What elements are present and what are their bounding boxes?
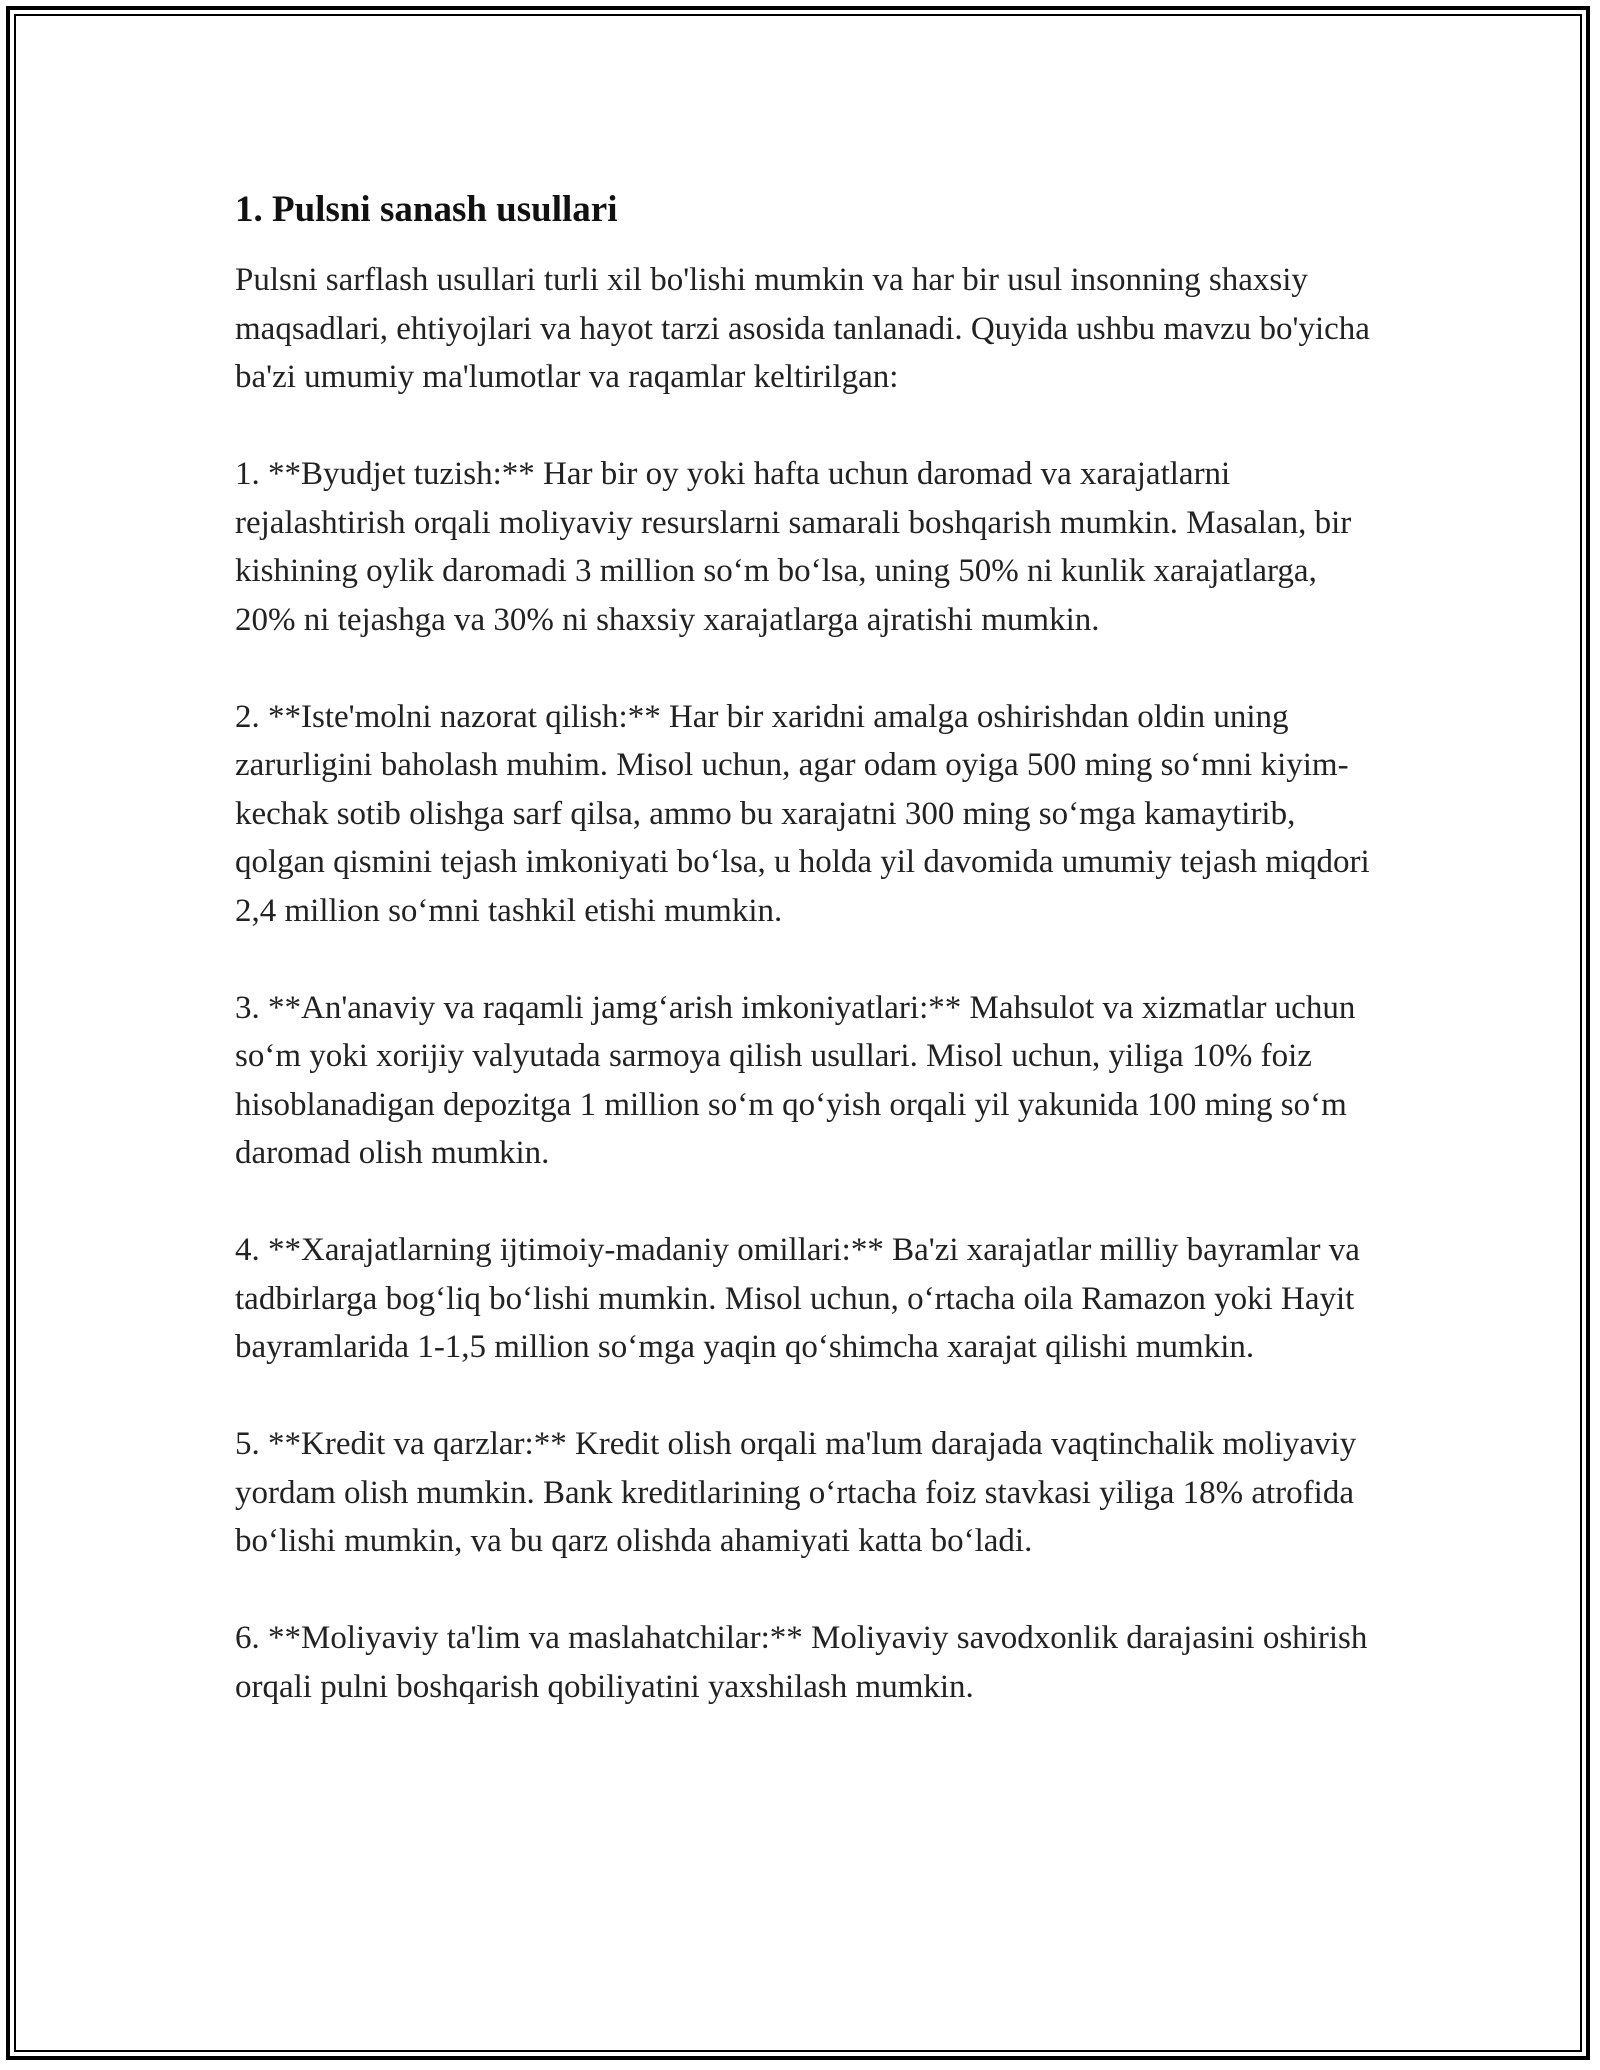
paragraph-consumption-control: 2. **Iste'molni nazorat qilish:** Har bir xaridni amalga oshirishdan oldin uning zarurligini baholash muhim. Misol uchun, agar odam oyiga 500 ming so‘mni kiyim-kechak sotib olishga sarf qilsa, ammo bu xarajatni 300 ming so‘mga kamaytirib, qolgan qismini tejash imkoniyati bo‘lsa, u holda yil davomida umumiy tejash miqdori 2,4 million so‘mni tashkil etishi mumkin. — [235, 698, 1370, 929]
paragraph-credit-loans: 5. **Kredit va qarzlar:** Kredit olish orqali ma'lum darajada vaqtinchalik moliyaviy yordam olish mumkin. Bank kreditlarining o‘rtacha foiz stavkasi yiliga 18% atrofida bo‘lishi mumkin, va bu qarz olishda ahamiyati katta bo‘ladi. — [235, 1426, 1357, 1559]
document-body — [235, 186, 1370, 1760]
intro-paragraph: Pulsni sarflash usullari turli xil bo'lishi mumkin va har bir usul insonning shaxsiy maqsadlari, ehtiyojlari va hayot tarzi asosida tanlanadi. Quyida ushbu mavzu bo'yicha ba'zi umumiy ma'lumotlar va raqamlar keltirilgan: — [235, 262, 1370, 395]
paragraph-savings-options: 3. **An'anaviy va raqamli jamg‘arish imkoniyatlari:** Mahsulot va xizmatlar uchun so‘m yoki xorijiy valyutada sarmoya qilish usullari. Misol uchun, yiliga 10% foiz hisoblanadigan depozitga 1 million so‘m qo‘yish orqali yil yakunida 100 ming so‘m daromad olish mumkin. — [235, 989, 1356, 1171]
section-heading: 1. Pulsni sanash usullari — [235, 189, 618, 230]
paragraph-budgeting: 1. **Byudjet tuzish:** Har bir oy yoki hafta uchun daromad va xarajatlarni rejalashtirish orqali moliyaviy resurslarni samarali boshqarish mumkin. Masalan, bir kishining oylik daromadi 3 million so‘m bo‘lsa, uning 50% ni kunlik xarajatlarga, 20% ni tejashga va 30% ni shaxsiy xarajatlarga ajratishi mumkin. — [235, 456, 1352, 638]
paragraph-sociocultural-factors: 4. **Xarajatlarning ijtimoiy-madaniy omillari:** Ba'zi xarajatlar milliy bayramlar va tadbirlarga bog‘liq bo‘lishi mumkin. Misol uchun, o‘rtacha oila Ramazon yoki Hayit bayramlarida 1-1,5 million so‘mga yaqin qo‘shimcha xarajat qilishi mumkin. — [235, 1232, 1360, 1365]
paragraph-financial-education: 6. **Moliyaviy ta'lim va maslahatchilar:** Moliyaviy savodxonlik darajasini oshirish orqali pulni boshqarish qobiliyatini yaxshilash mumkin. — [235, 1620, 1368, 1705]
